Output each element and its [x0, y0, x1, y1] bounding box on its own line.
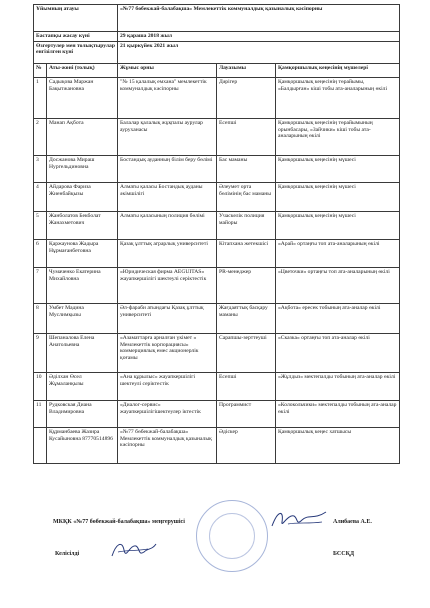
header-row — [34, 32, 400, 42]
member-work: Бостандық ауданның білім беру бөлімі — [118, 156, 217, 183]
column-header: Қамқоршылық кеңесінің мүшелері — [276, 64, 400, 78]
member-name: Умбет Мадина Муслимқызы — [47, 304, 118, 334]
table-row — [34, 183, 400, 212]
header-table — [33, 4, 400, 64]
member-role: Қамқоршылық кеңесінің мүшесі — [276, 183, 400, 212]
footer-agreed-label: Келісілді — [55, 551, 80, 557]
table-row — [34, 334, 400, 373]
member-position: Есепші — [217, 373, 276, 401]
row-number: 10 — [34, 373, 47, 401]
header-value: 21 қыркүйек 2021 жыл — [118, 42, 400, 64]
column-header-row — [34, 64, 400, 78]
column-header: Аты-жөні (толық) — [47, 64, 118, 78]
member-name: Садықова Маржан Бақытжановна — [47, 78, 118, 119]
member-position: Программист — [217, 401, 276, 428]
row-number: 3 — [34, 156, 47, 183]
row-number: 1 — [34, 78, 47, 119]
table-row — [34, 156, 400, 183]
member-position: Сарапшы-зерттеуші — [217, 334, 276, 373]
row-number: 11 — [34, 401, 47, 428]
member-name: Жанболатов Бекболат Жанахметович — [47, 212, 118, 240]
table-row — [34, 119, 400, 156]
header-label: Ұйымның атауы — [34, 5, 118, 32]
member-role: «Цветочки» ортаңғы топ ата-аналарының өкілі — [276, 268, 400, 304]
header-row — [34, 5, 400, 32]
table-row — [34, 428, 400, 464]
member-work: Әл-фараби атындағы Қазақ ұлттық университеті — [118, 304, 217, 334]
column-header: Жұмыс орны — [118, 64, 217, 78]
header-value: «№77 бөбекжай-балабақша» Мемлекеттік коммуналдық қазыналық кәсіпорны — [118, 5, 400, 32]
column-header: № — [34, 64, 47, 78]
header-label: Өзгертулер мен толықтырулар енгізілген күні — [34, 42, 118, 64]
row-number: 5 — [34, 212, 47, 240]
member-work: «Диалог-сервис» жауапкершілігішектеулер іктестік — [118, 401, 217, 428]
table-row — [34, 401, 400, 428]
member-role: Қамқоршылық кеңесінің мүшесі — [276, 212, 400, 240]
row-number: 4 — [34, 183, 47, 212]
header-value: 29 қараша 2018 жыл — [118, 32, 400, 42]
member-role: «Арай» ортаңғы топ ата-аналарының өкілі — [276, 240, 400, 268]
member-position: Кітапхана жетекшісі — [217, 240, 276, 268]
member-role: «Жұлдыз» мектепалды тобының ата-аналар өкілі — [276, 373, 400, 401]
member-position: Жағдаяттық басқару маманы — [217, 304, 276, 334]
member-position: PR-менеджер — [217, 268, 276, 304]
member-name: Манап Ақбота — [47, 119, 118, 156]
approver-signature — [108, 538, 160, 562]
document-sheet — [33, 4, 399, 464]
table-row — [34, 240, 400, 268]
row-number: 2 — [34, 119, 47, 156]
member-work: Қазақ ұлттық аграрлық университеті — [118, 240, 217, 268]
footer-director-title: МКҚК «№77 бөбекжай-балабақша» меңгерушісі — [53, 519, 185, 525]
row-number: 9 — [34, 334, 47, 373]
member-position: Дәрігер — [217, 78, 276, 119]
row-number: 8 — [34, 304, 47, 334]
member-position: Есепші — [217, 119, 276, 156]
member-name: Шепаналова Елена Анатольевна — [47, 334, 118, 373]
table-row — [34, 268, 400, 304]
member-name: Қаржаунова Жадыра Нұрмағанбетовна — [47, 240, 118, 268]
member-position: Әлеумет орта бөлімінің бас маманы — [217, 183, 276, 212]
member-work: Балалар қалалық жұқпалы аурулар ауруханасы — [118, 119, 217, 156]
table-row — [34, 212, 400, 240]
member-work: "№ 15 қалалық емхана" мемлекеттік коммуналдық кәсіпорны — [118, 78, 217, 119]
member-name: Чумаченко Екатерина Михайловна — [47, 268, 118, 304]
member-role: Қамқоршылық кеңесінің төрайымының орынбасары, «Зайчики» кіші тобы ата-аналарының өкілі — [276, 119, 400, 156]
row-number: 7 — [34, 268, 47, 304]
member-name: Әділхан Өсел Жұмаланқызы — [47, 373, 118, 401]
member-role: Қамқоршылық кеңесінің мүшесі — [276, 156, 400, 183]
members-table — [33, 63, 400, 464]
member-work: Алматы қаласы Бостандық ауданы әкімшілігі — [118, 183, 217, 212]
table-row — [34, 373, 400, 401]
footer-director-name: Алибаева А.Е. — [333, 519, 372, 525]
member-role: «Сказка» ортаңғы топ ата-аналар өкілі — [276, 334, 400, 373]
member-work: «№77 бөбекжай-балабақша» Мемлекеттік коммуналдық қазыналық кәсіпорны — [118, 428, 217, 464]
member-role: «Колокольчики» мектепалды тобының ата-аналар өкілі — [276, 401, 400, 428]
director-signature — [268, 506, 330, 532]
member-position: Учаскелік полиция майоры — [217, 212, 276, 240]
table-row — [34, 78, 400, 119]
header-row — [34, 42, 400, 64]
member-role: Қамқоршылық кеңесінің төрайымы, «Балдырған» кіші тобы ата-аналарының өкілі — [276, 78, 400, 119]
column-header: Лауазымы — [217, 64, 276, 78]
stamp-seal — [196, 500, 268, 572]
table-row — [34, 304, 400, 334]
member-name: Рудковская Диана Владимировна — [47, 401, 118, 428]
member-name: Айдарова Фариза Жиенбайқызы — [47, 183, 118, 212]
member-work: «Юридическая фирма AEGUITAS» жауапкершілігі шектеулі серіктестік — [118, 268, 217, 304]
member-work: «Азаматтарға арналған үкімет » Мемлекеттік корпорациясы» коммерциялық емес акционерлік қоғамы — [118, 334, 217, 373]
member-work: Алматы қаласының полиция бөлімі — [118, 212, 217, 240]
footer-agreed-org: БССҚД — [333, 551, 355, 557]
member-name: Досжанова Мираш Нургельдиновна — [47, 156, 118, 183]
member-role: Қамқоршылық кеңес хатшысы — [276, 428, 400, 464]
member-name: Құрманбаева Жазира Кусайыновна 87770514896 — [47, 428, 118, 464]
member-position: Әдіскер — [217, 428, 276, 464]
row-number — [34, 428, 47, 464]
row-number: 6 — [34, 240, 47, 268]
header-label: Бастапқы жасау күні — [34, 32, 118, 42]
member-work: «Ана құрылыс» жауапкершілігі шектеулі серіктестік — [118, 373, 217, 401]
member-position: Бас маманы — [217, 156, 276, 183]
member-role: «Ақбота» ересек тобының ата-аналар өкілі — [276, 304, 400, 334]
